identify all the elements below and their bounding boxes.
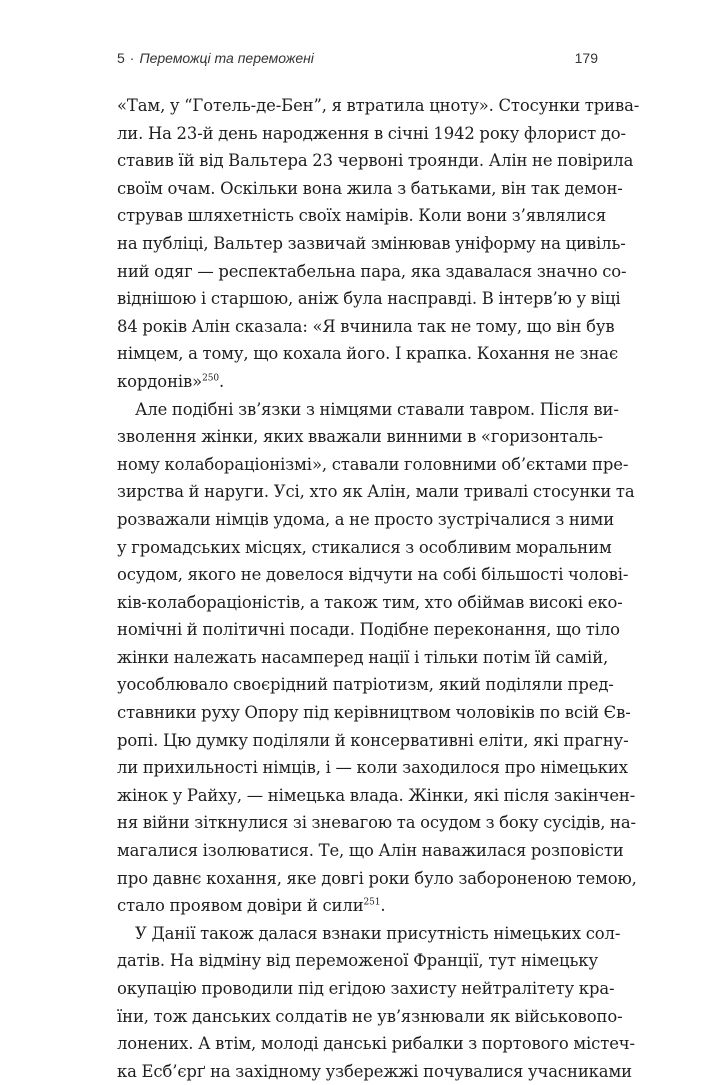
text-line: про давнє кохання, яке довгі роки було забороненою темою, (117, 868, 637, 888)
text-line: ний одяг — респектабельна пара, яка здавалася значно со- (117, 261, 627, 281)
text-line: уособлювало своєрідний патріотизм, який поділяли пред- (117, 675, 614, 695)
text-line: номічні й політичні посади. Подібне переконання, що тіло (117, 620, 620, 640)
text-line: своїм очам. Оскільки вона жила з батьками, він так демон- (117, 178, 623, 198)
text-line: ня війни зіткнулися зі зневагою та осудом з боку сусідів, на- (117, 813, 636, 833)
text-line: ка Есб’єрґ на західному узбережжі почувалися учасниками (117, 1061, 632, 1081)
text-line: Але подібні зв’язки з німцями ставали тавром. Після ви- (135, 399, 619, 419)
running-header (117, 50, 598, 70)
paragraph-3 (117, 920, 635, 1085)
text-line-last: кордонів»$^{250}$. (117, 371, 225, 391)
text-line: їни, тож данських солдатів не ув’язнювали як військовопо- (117, 1006, 623, 1026)
footnote-ref[interactable]: 250 (202, 373, 219, 384)
text-line: ропі. Цю думку поділяли й консервативні еліти, які прагну- (117, 730, 629, 750)
text-line: жінок у Райху, — німецька влада. Жінки, які після закінчен- (117, 785, 636, 805)
header-separator: · (129, 50, 135, 66)
text-line: осудом, якого не довелося відчути на собі більшості чолові- (117, 565, 629, 585)
text-line: ставники руху Опору під керівництвом чоловіків по всій Єв- (117, 703, 631, 723)
text-line-last: стало проявом довіри й сили$^{251}$. (117, 896, 386, 916)
text-line: жінки належать насамперед нації і тільки потім їй самій, (117, 647, 609, 667)
text-line: ків-колабораціоністів, а також тим, хто обіймав високі еко- (117, 592, 623, 612)
line-text: кордонів» (117, 371, 203, 391)
paragraph-2 (117, 396, 637, 920)
text-line: «Там, у “Готель-де-Бен”, я втратила цноту». Стосунки трива- (117, 96, 640, 115)
chapter-header (117, 50, 314, 66)
text-line: окупацію проводили під егідою захисту нейтралітету кра- (117, 979, 615, 998)
text-line: У Данії також далася взнаки присутність німецьких сол- (135, 923, 621, 943)
page-number: 179 (574, 50, 598, 66)
text-line: німцем, а тому, що кохала його. І крапка. Кохання не знає (117, 344, 619, 364)
line-text: стало проявом довіри й сили (117, 896, 364, 916)
text-line: розважали німців удома, а не просто зустрічалися з ними (117, 509, 615, 529)
text-line: у громадських місцях, стикалися з особливим моральним (117, 537, 612, 557)
text-line: ставив їй від Вальтера 23 червоні троянди. Алін не повірила (117, 151, 634, 171)
chapter-title: Переможці та переможені (139, 50, 314, 66)
footnote-ref[interactable]: 251 (363, 897, 381, 908)
text-line: стрував шляхетність своїх намірів. Коли вони з’являлися (117, 206, 607, 226)
text-line: віднішою і старшою, аніж була насправді. В інтерв’ю у віці (117, 289, 621, 309)
text-line: ли прихильності німців, і — коли заходилося про німецьких (117, 758, 628, 778)
paragraph-1 (117, 92, 640, 396)
body-text (117, 92, 640, 1085)
text-line: ному колабораціонізмі», ставали головними об’єктами пре- (117, 454, 629, 474)
text-line: лонених. А втім, молоді данські рибалки з портового містеч- (117, 1034, 635, 1054)
chapter-number: 5 (117, 50, 125, 66)
text-line: магалися ізолюватися. Те, що Алін наважилася розповісти (117, 841, 624, 861)
text-line: зирства й наруги. Усі, хто як Алін, мали тривалі стосунки та (117, 482, 635, 502)
text-line: на публіці, Вальтер зазвичай змінював уніформу на цивіль- (117, 233, 626, 253)
text-line: ли. На 23-й день народження в січні 1942 року флорист до- (117, 123, 626, 143)
text-line: 84 років Алін сказала: «Я вчинила так не тому, що він був (117, 316, 615, 336)
text-line: зволення жінки, яких вважали винними в «горизонталь- (117, 427, 603, 447)
text-line: датів. На відміну від переможеної Франції, тут німецьку (117, 951, 598, 971)
